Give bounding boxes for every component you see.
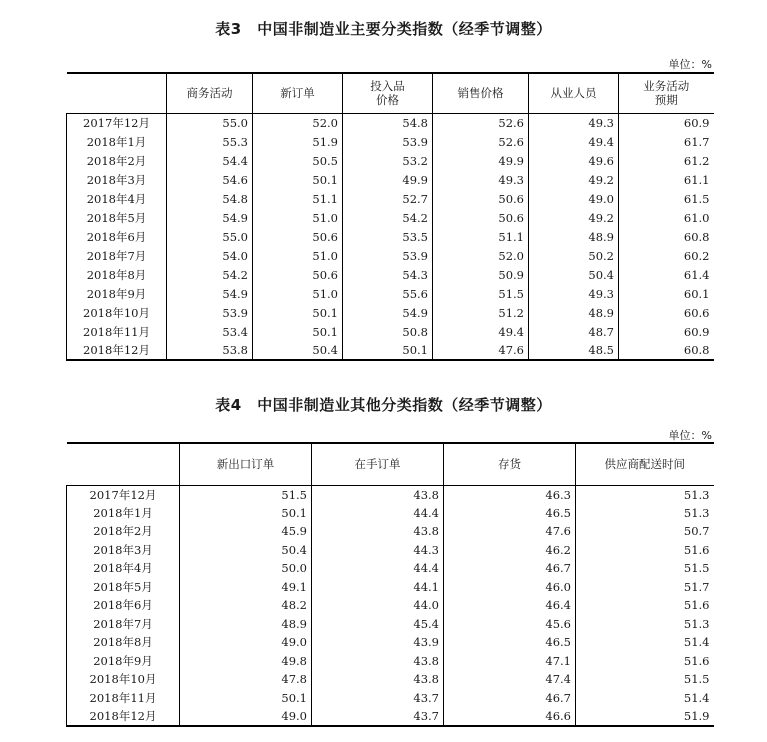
table3-value-cell: 50.6 [433,208,529,227]
table4-row [67,596,714,615]
table3-value-cell: 54.2 [167,265,253,284]
table3-column-header: 投入品 价格 [343,73,433,113]
table4-month-cell: 2018年1月 [67,504,180,523]
table3-value-cell: 61.4 [619,265,714,284]
table4-row [67,707,714,726]
table4-column-header: 存货 [444,443,576,485]
table4-value-cell: 43.7 [312,707,444,726]
table3-value-cell: 48.5 [529,341,619,360]
table3-value-cell: 52.0 [253,113,343,132]
table3-column-header: 销售价格 [433,73,529,113]
table4-value-cell: 44.1 [312,578,444,597]
table3-value-cell: 61.5 [619,189,714,208]
table3-value-cell: 53.9 [343,246,433,265]
table3-header-row [67,73,714,113]
table4-value-cell: 44.4 [312,559,444,578]
table4-row [67,670,714,689]
table3-month-cell: 2018年4月 [67,189,167,208]
table3-month-cell: 2018年6月 [67,227,167,246]
table3-value-cell: 61.0 [619,208,714,227]
table4-value-cell: 45.9 [180,522,312,541]
table3-value-cell: 60.8 [619,341,714,360]
table4-month-cell: 2018年4月 [67,559,180,578]
table4-value-cell: 50.1 [180,689,312,708]
table3-row [67,246,714,265]
table4-row [67,541,714,560]
table3-column-header: 业务活动 预期 [619,73,714,113]
table4-value-cell: 46.5 [444,633,576,652]
table3-value-cell: 48.9 [529,227,619,246]
table4-month-cell: 2017年12月 [67,485,180,504]
table3-row [67,303,714,322]
table4-value-cell: 44.3 [312,541,444,560]
table3-value-cell: 54.9 [167,208,253,227]
table4-value-cell: 46.6 [444,707,576,726]
table3-value-cell: 54.2 [343,208,433,227]
table3-month-cell: 2018年2月 [67,151,167,170]
table3-value-cell: 50.1 [343,341,433,360]
table3-value-cell: 53.9 [343,132,433,151]
table3-row [67,151,714,170]
table3-value-cell: 50.1 [253,322,343,341]
table4-unit: 单位：% [668,429,712,442]
table4-month-cell: 2018年12月 [67,707,180,726]
table3-month-cell: 2018年10月 [67,303,167,322]
table3-value-cell: 50.5 [253,151,343,170]
table4-value-cell: 44.0 [312,596,444,615]
table3-value-cell: 49.9 [343,170,433,189]
table3-value-cell: 60.1 [619,284,714,303]
table4-column-header: 在手订单 [312,443,444,485]
table4-value-cell: 43.8 [312,652,444,671]
table3-value-cell: 54.4 [167,151,253,170]
table4-row [67,633,714,652]
table3-value-cell: 53.9 [167,303,253,322]
table3-value-cell: 50.6 [253,265,343,284]
table3-column-header: 新订单 [253,73,343,113]
table4-value-cell: 51.4 [576,689,714,708]
table4-value-cell: 49.1 [180,578,312,597]
table4-month-cell: 2018年8月 [67,633,180,652]
table4-value-cell: 51.5 [576,559,714,578]
table3-row [67,189,714,208]
table4-value-cell: 47.4 [444,670,576,689]
table3-month-cell: 2018年11月 [67,322,167,341]
table3-value-cell: 60.6 [619,303,714,322]
table3-value-cell: 51.0 [253,208,343,227]
table4-value-cell: 44.4 [312,504,444,523]
table4-value-cell: 51.6 [576,652,714,671]
table4-value-cell: 45.6 [444,615,576,634]
table4-value-cell: 46.7 [444,689,576,708]
table3-value-cell: 54.0 [167,246,253,265]
table3-column-header [67,73,167,113]
table3-value-cell: 50.2 [529,246,619,265]
table3-value-cell: 53.4 [167,322,253,341]
table3-row [67,170,714,189]
table4-month-cell: 2018年6月 [67,596,180,615]
table3-row [67,341,714,360]
table3-value-cell: 47.6 [433,341,529,360]
table4-row [67,485,714,504]
table3-value-cell: 54.9 [167,284,253,303]
table3-value-cell: 51.1 [253,189,343,208]
table3-value-cell: 53.2 [343,151,433,170]
table4-value-cell: 46.5 [444,504,576,523]
table3-row [67,113,714,132]
table3-value-cell: 49.0 [529,189,619,208]
table3-value-cell: 48.9 [529,303,619,322]
table3-row [67,284,714,303]
table3-value-cell: 50.1 [253,170,343,189]
table3-value-cell: 55.3 [167,132,253,151]
table3-row [67,265,714,284]
table4-column-header: 供应商配送时间 [576,443,714,485]
table3-value-cell: 60.9 [619,113,714,132]
table4-row [67,504,714,523]
table3-value-cell: 51.1 [433,227,529,246]
table3-value-cell: 60.2 [619,246,714,265]
table3-month-cell: 2018年8月 [67,265,167,284]
table4-value-cell: 49.8 [180,652,312,671]
table4-value-cell: 51.4 [576,633,714,652]
table4-column-header [67,443,180,485]
table4-value-cell: 51.3 [576,504,714,523]
table3-value-cell: 49.3 [529,113,619,132]
table3-value-cell: 52.6 [433,132,529,151]
table4-row [67,689,714,708]
table3-value-cell: 50.6 [253,227,343,246]
table4-value-cell: 51.6 [576,541,714,560]
table3-value-cell: 49.2 [529,170,619,189]
table4-value-cell: 48.2 [180,596,312,615]
table4-value-cell: 50.4 [180,541,312,560]
table4-value-cell: 45.4 [312,615,444,634]
table4-value-cell: 43.7 [312,689,444,708]
table4-column-header: 新出口订单 [180,443,312,485]
table4-row [67,559,714,578]
table3-value-cell: 51.9 [253,132,343,151]
table3-column-header: 商务活动 [167,73,253,113]
table4-value-cell: 48.9 [180,615,312,634]
table4-value-cell: 43.8 [312,670,444,689]
table3-value-cell: 49.4 [529,132,619,151]
table4-value-cell: 51.3 [576,485,714,504]
table3-value-cell: 54.9 [343,303,433,322]
table4-month-cell: 2018年5月 [67,578,180,597]
table4-value-cell: 51.7 [576,578,714,597]
table4-value-cell: 43.8 [312,522,444,541]
table3-value-cell: 51.0 [253,246,343,265]
table3-value-cell: 50.1 [253,303,343,322]
table4-value-cell: 46.2 [444,541,576,560]
table3-month-cell: 2018年3月 [67,170,167,189]
table3-column-header: 从业人员 [529,73,619,113]
table3-value-cell: 61.2 [619,151,714,170]
table3-value-cell: 54.8 [343,113,433,132]
table3-month-cell: 2018年9月 [67,284,167,303]
table3-value-cell: 49.4 [433,322,529,341]
table4-value-cell: 46.7 [444,559,576,578]
table3-value-cell: 53.5 [343,227,433,246]
table3-value-cell: 53.8 [167,341,253,360]
table3-value-cell: 52.0 [433,246,529,265]
table3-value-cell: 54.8 [167,189,253,208]
table4-title: 表4 中国非制造业其他分类指数（经季节调整） [215,396,552,414]
table3-value-cell: 60.9 [619,322,714,341]
table3-value-cell: 52.7 [343,189,433,208]
table3-value-cell: 49.9 [433,151,529,170]
table3-unit: 单位：% [668,58,712,71]
table4-value-cell: 43.8 [312,485,444,504]
table4-month-cell: 2018年2月 [67,522,180,541]
table3-value-cell: 54.6 [167,170,253,189]
table3-row [67,322,714,341]
table3-row [67,208,714,227]
table4-value-cell: 51.9 [576,707,714,726]
table4-value-cell: 51.5 [576,670,714,689]
table4-value-cell: 47.8 [180,670,312,689]
table3-value-cell: 55.6 [343,284,433,303]
table3-value-cell: 61.7 [619,132,714,151]
table3-month-cell: 2018年12月 [67,341,167,360]
table3-value-cell: 61.1 [619,170,714,189]
table4-value-cell: 49.0 [180,707,312,726]
table4-row [67,578,714,597]
table3-value-cell: 51.0 [253,284,343,303]
table4-value-cell: 47.1 [444,652,576,671]
table3-month-cell: 2018年7月 [67,246,167,265]
table3-value-cell: 55.0 [167,113,253,132]
table4-value-cell: 51.5 [180,485,312,504]
table4-value-cell: 43.9 [312,633,444,652]
table4 [66,442,714,727]
table4-month-cell: 2018年9月 [67,652,180,671]
table4-value-cell: 51.6 [576,596,714,615]
table3-row [67,132,714,151]
table3-value-cell: 50.9 [433,265,529,284]
table3-value-cell: 50.8 [343,322,433,341]
table4-month-cell: 2018年7月 [67,615,180,634]
table3-value-cell: 60.8 [619,227,714,246]
table3-value-cell: 49.3 [529,284,619,303]
table3-row [67,227,714,246]
table4-value-cell: 47.6 [444,522,576,541]
table3-value-cell: 52.6 [433,113,529,132]
table3-value-cell: 48.7 [529,322,619,341]
table4-month-cell: 2018年11月 [67,689,180,708]
table3-value-cell: 49.2 [529,208,619,227]
table4-row [67,652,714,671]
table4-header-row [67,443,714,485]
table3-value-cell: 54.3 [343,265,433,284]
table4-value-cell: 50.7 [576,522,714,541]
table3 [66,72,714,361]
table3-month-cell: 2017年12月 [67,113,167,132]
table4-month-cell: 2018年3月 [67,541,180,560]
table3-value-cell: 50.4 [529,265,619,284]
table3-value-cell: 50.4 [253,341,343,360]
table3-title: 表3 中国非制造业主要分类指数（经季节调整） [215,20,552,38]
table3-value-cell: 55.0 [167,227,253,246]
table4-value-cell: 50.0 [180,559,312,578]
table4-value-cell: 50.1 [180,504,312,523]
table4-month-cell: 2018年10月 [67,670,180,689]
table3-value-cell: 51.5 [433,284,529,303]
table4-value-cell: 46.0 [444,578,576,597]
table3-value-cell: 50.6 [433,189,529,208]
table3-month-cell: 2018年1月 [67,132,167,151]
table4-value-cell: 46.4 [444,596,576,615]
table3-value-cell: 49.6 [529,151,619,170]
table4-value-cell: 49.0 [180,633,312,652]
table4-row [67,522,714,541]
table4-row [67,615,714,634]
table4-value-cell: 46.3 [444,485,576,504]
table3-value-cell: 49.3 [433,170,529,189]
table4-value-cell: 51.3 [576,615,714,634]
table3-month-cell: 2018年5月 [67,208,167,227]
table3-value-cell: 51.2 [433,303,529,322]
